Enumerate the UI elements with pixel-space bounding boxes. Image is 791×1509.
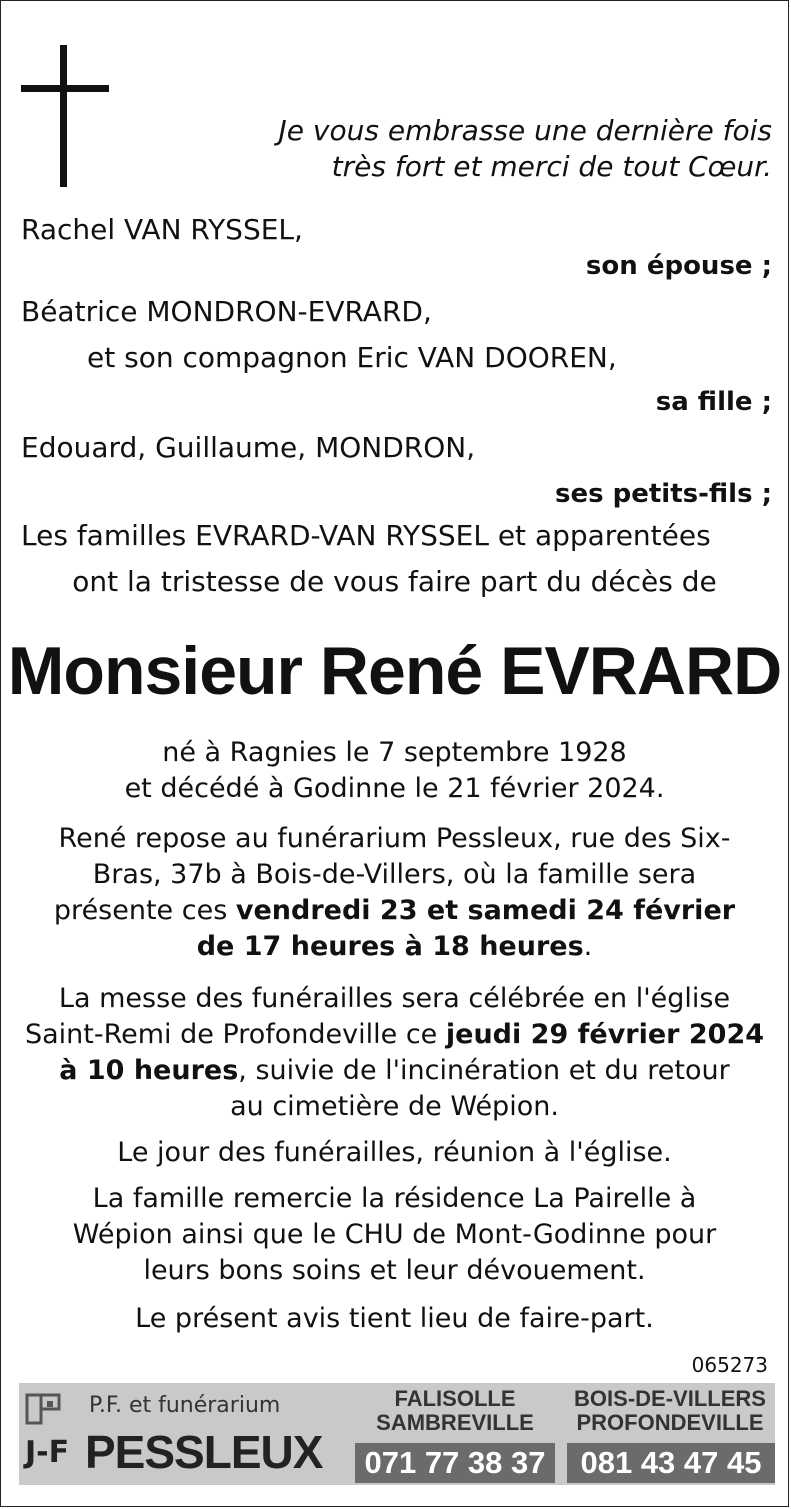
funeral-home-subtitle: P.F. et funérarium [89,1393,281,1418]
families-line: Les familles EVRARD-VAN RYSSEL et apparentées [21,519,711,552]
visitation-line-2: Bras, 37b à Bois-de-Villers, où la famille sera [92,859,697,890]
funeral-line-1: La messe des funérailles sera célébrée en l'église [58,983,731,1014]
funeral-followup: , suivie de l'incinération et du retour [238,1055,730,1086]
visitation-line-3 [15,893,774,929]
funeral-date: jeudi 29 février 2024 [445,1019,765,1050]
notice-line: Le présent avis tient lieu de faire-part. [135,1303,654,1334]
daughter-role: sa fille ; [655,387,772,417]
daughter-partner: et son compagnon Eric VAN DOOREN, [87,341,617,374]
reunion-line: Le jour des funérailles, réunion à l'église. [117,1137,672,1168]
visitation-block [15,821,774,965]
deceased-name: Monsieur René EVRARD [7,633,782,709]
thanks-block [15,1181,774,1289]
phone-falisolle: 071 77 38 37 [355,1443,555,1483]
location-2-line-2: PROFONDEVILLE [576,1410,764,1435]
visitation-hours: de 17 heures à 18 heures [196,931,584,962]
funeral-block [15,981,774,1125]
pessleux-logo-icon [25,1391,65,1427]
funeral-line-4: au cimetière de Wépion. [230,1091,559,1122]
visitation-end: . [583,931,593,962]
thanks-line-2: Wépion ainsi que le CHU de Mont-Godinne pour [72,1219,717,1250]
death-line: et décédé à Godinne le 21 février 2024. [124,773,665,804]
funeral-place: Saint-Remi de Profondeville ce [24,1019,446,1050]
visitation-line-1: René repose au funérarium Pessleux, rue des Six- [58,823,731,854]
funeral-home-brand: PESSLEUX [85,1426,323,1478]
funeral-line-3 [15,1053,774,1089]
location-2-line-1: BOIS-DE-VILLERS [574,1386,766,1411]
epitaph-line-1: Je vous embrasse une dernière fois [278,114,772,147]
funeral-home-footer [19,1383,775,1485]
birth-death-block [15,735,774,807]
visitation-dates: vendredi 23 et samedi 24 février [235,895,736,926]
visitation-text: présente ces [53,895,236,926]
funeral-home-initials: J-F [25,1435,70,1470]
spouse-role: son épouse ; [585,251,772,281]
reference-number: 065273 [691,1353,768,1377]
location-1-line-1: FALISOLLE [394,1386,516,1411]
location-bois-de-villers [565,1387,775,1435]
grandchildren-names: Edouard, Guillaume, MONDRON, [21,431,476,464]
thanks-line-3: leurs bons soins et leur dévouement. [143,1255,646,1286]
location-falisolle [355,1387,555,1435]
spouse-name: Rachel VAN RYSSEL, [21,213,303,246]
visitation-line-4 [15,929,774,965]
phone-bois-de-villers: 081 43 47 45 [567,1443,775,1483]
grandchildren-role: ses petits-fils ; [554,479,772,509]
epitaph [279,113,772,185]
thanks-line-1: La famille remercie la résidence La Pairelle à [92,1183,697,1214]
daughter-name: Béatrice MONDRON-EVRARD, [21,295,432,328]
funeral-line-2 [15,1017,774,1053]
epitaph-line-2: très fort et merci de tout Cœur. [331,150,772,183]
cross-icon [21,45,109,187]
birth-line: né à Ragnies le 7 septembre 1928 [162,737,627,768]
announce-line: ont la tristesse de vous faire part du décès de [72,565,717,598]
location-1-line-2: SAMBREVILLE [376,1410,534,1435]
funeral-time: à 10 heures [59,1055,239,1086]
